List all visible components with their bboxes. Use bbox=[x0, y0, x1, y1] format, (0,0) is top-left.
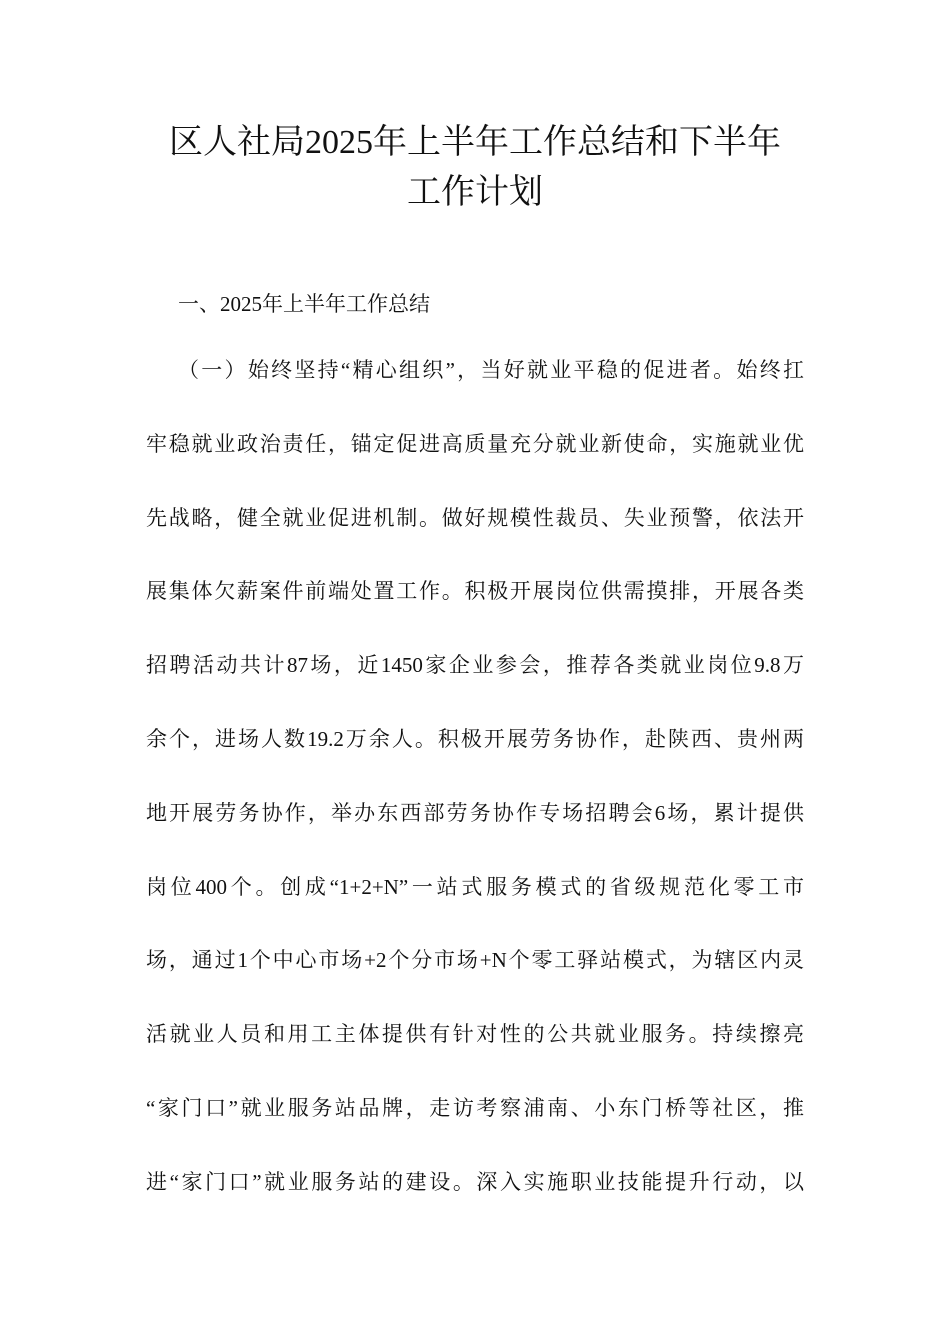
paragraph-line: 地开展劳务协作，举办东西部劳务协作专场招聘会6场，累计提供 bbox=[146, 800, 804, 825]
paragraph-line: （一）始终坚持“精心组织”，当好就业平稳的促进者。始终扛 bbox=[178, 358, 804, 382]
paragraph-line: 先战略，健全就业促进机制。做好规模性裁员、失业预警，依法开 bbox=[146, 505, 804, 530]
document-title-line-1: 区人社局2025年上半年工作总结和下半年 bbox=[169, 124, 781, 161]
paragraph-line: “家门口”就业服务站品牌，走访考察浦南、小东门桥等社区，推 bbox=[146, 1096, 804, 1120]
paragraph-line: 场，通过1个中心市场+2个分市场+N个零工驿站模式，为辖区内灵 bbox=[146, 948, 804, 973]
paragraph-line: 牢稳就业政治责任，锚定促进高质量充分就业新使命，实施就业优 bbox=[146, 431, 804, 456]
paragraph-line: 岗位400个。创成“1+2+N”一站式服务模式的省级规范化零工市 bbox=[146, 874, 804, 899]
paragraph-line: 展集体欠薪案件前端处置工作。积极开展岗位供需摸排，开展各类 bbox=[146, 579, 804, 604]
section-heading: 一、2025年上半年工作总结 bbox=[178, 292, 430, 316]
paragraph-line: 活就业人员和用工主体提供有针对性的公共就业服务。持续擦亮 bbox=[146, 1022, 804, 1047]
paragraph-line: 余个，进场人数19.2万余人。积极开展劳务协作，赴陕西、贵州两 bbox=[146, 727, 804, 751]
paragraph-line: 进“家门口”就业服务站的建设。深入实施职业技能提升行动，以 bbox=[146, 1169, 804, 1194]
document-title-line-2: 工作计划 bbox=[407, 174, 543, 211]
paragraph-line: 招聘活动共计87场，近1450家企业参会，推荐各类就业岗位9.8万 bbox=[146, 653, 804, 678]
